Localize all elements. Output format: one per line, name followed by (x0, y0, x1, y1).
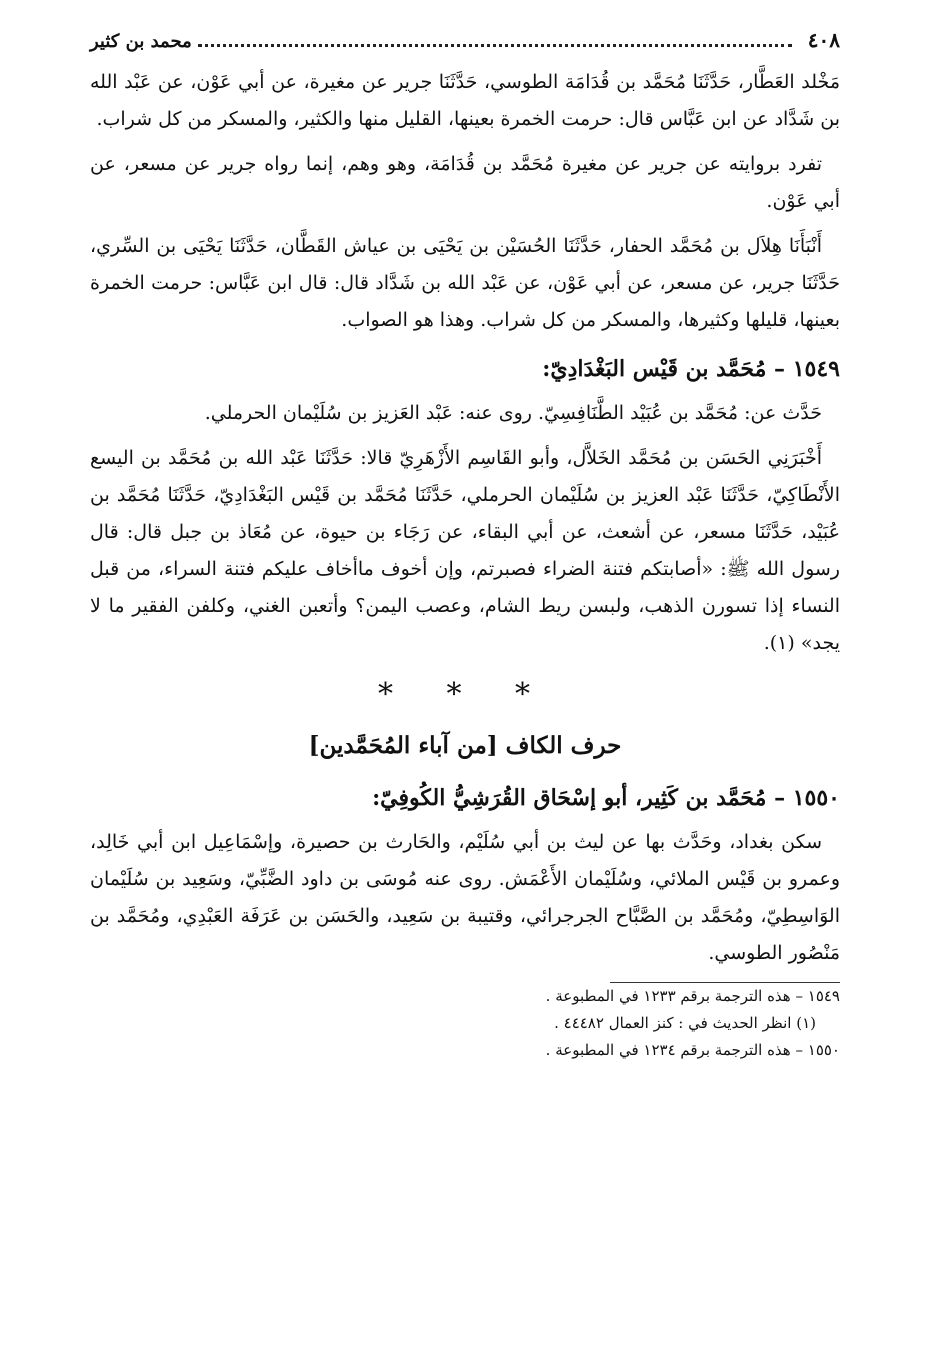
entry-1549-heading: ١٥٤٩ – مُحَمَّد بن قَيْس البَغْدَادِيّ: (542, 356, 840, 382)
running-title: محمد بن كثير (90, 31, 192, 52)
section-separator-stars: * * * (377, 677, 553, 712)
leader-dots (198, 30, 792, 47)
footnotes (90, 983, 840, 1064)
footnote-1550: ١٥٥٠ – هذه الترجمة برقم ١٢٣٤ في المطبوعة . (545, 1041, 840, 1059)
page-number: ٤٠٨ (807, 28, 840, 52)
paragraph-1: مَخْلد العَطَّار، حَدَّثَنَا مُحَمَّد بن قُدَامَة الطوسي، حَدَّثَنَا جرير عن مغيرة، عن أبي عَوْن، عن عَبْد الله بن شَدَّاد عن ابن عَبَّاس قال: حرمت الخمرة بعينها، القليل منها والكثير، والمسكر من كل شراب. (90, 71, 840, 130)
section-heading: حرف الكاف [من آباء المُحَمَّدين] (308, 732, 622, 759)
entry-1550-heading: ١٥٥٠ – مُحَمَّد بن كَثِير، أبو إسْحَاق القُرَشِيُّ الكُوفِيّ: (372, 785, 840, 811)
paragraph-2: تفرد بروايته عن جرير عن مغيرة مُحَمَّد بن قُدَامَة، وهو وهم، إنما رواه جرير عن مسعر، عن أبي عَوْن. (90, 153, 840, 212)
book-page (90, 28, 840, 1343)
paragraph-4: حَدَّث عن: مُحَمَّد بن عُبَيْد الطَّنَافِسِيّ. روى عنه: عَبْد العَزيز بن سُلَيْمان الحرملي. (204, 402, 822, 424)
running-header (90, 28, 840, 64)
paragraph-3: أَنْبَأَنَا هِلاَل بن مُحَمَّد الحفار، حَدَّثَنَا الحُسَيْن بن يَحْيَى بن عياش القَطَّان، حَدَّثَنَا يَحْيَى بن السِّري، حَدَّثَنَا جرير، عن مسعر، عن أبي عَوْن، عن عَبْد الله بن شَدَّاد قال: قال ابن عَبَّاس: حرمت الخمرة بعينها، قليلها وكثيرها، والمسكر من كل شراب. وهذا هو الصواب. (90, 235, 840, 331)
footnote-1549: ١٥٤٩ – هذه الترجمة برقم ١٢٣٣ في المطبوعة . (545, 987, 840, 1005)
paragraph-6: سكن بغداد، وحَدَّث بها عن ليث بن أبي سُلَيْم، والحَارث بن حصيرة، وإسْمَاعِيل ابن أبي خَالِد، وعمرو بن قَيْس الملائي، وسُلَيْمان الأَعْمَش. روى عنه مُوسَى بن داود الضَّبِّيّ، وسَعِيد بن سُلَيْمان الوَاسِطِيّ، ومُحَمَّد بن الصَّبَّاح الجرجرائي، وقتيبة بن سَعِيد، والحَسَن بن عَرَفَة العَبْدِي، ومُحَمَّد بن مَنْصُور الطوسي. (90, 831, 840, 964)
footnote-hadith-reference: (١) انظر الحديث في : كنز العمال ٤٤٤٨٢ . (554, 1014, 816, 1032)
paragraph-5: أَخْبَرَنِي الحَسَن بن مُحَمَّد الخَلاَّل، وأبو القَاسِم الأَزْهَرِيّ قالا: حَدَّثَنَا عَبْد الله بن مُحَمَّد بن اليسع الأَنْطَاكِيّ، حَدَّثَنَا عَبْد العزيز بن سُلَيْمان الحرملي، حَدَّثَنَا مُحَمَّد بن قَيْس البَغْدَادِيّ، حَدَّثَنَا مُحَمَّد بن عُبَيْد، حَدَّثَنَا مسعر، عن أشعث، عن أبي البقاء، عن رَجَاء بن حيوة، عن مُعَاذ بن جبل قال: قال رسول الله ﷺ: «أصابتكم فتنة الضراء فصبرتم، وإن أخوف ماأخاف عليكم فتنة السراء، من قبل النساء إذا تسورن الذهب، ولبسن ريط الشام، وعصب اليمن؟ وأتعبن الغني، وكلفن الفقير ما لا يجد» (١). (90, 447, 840, 654)
